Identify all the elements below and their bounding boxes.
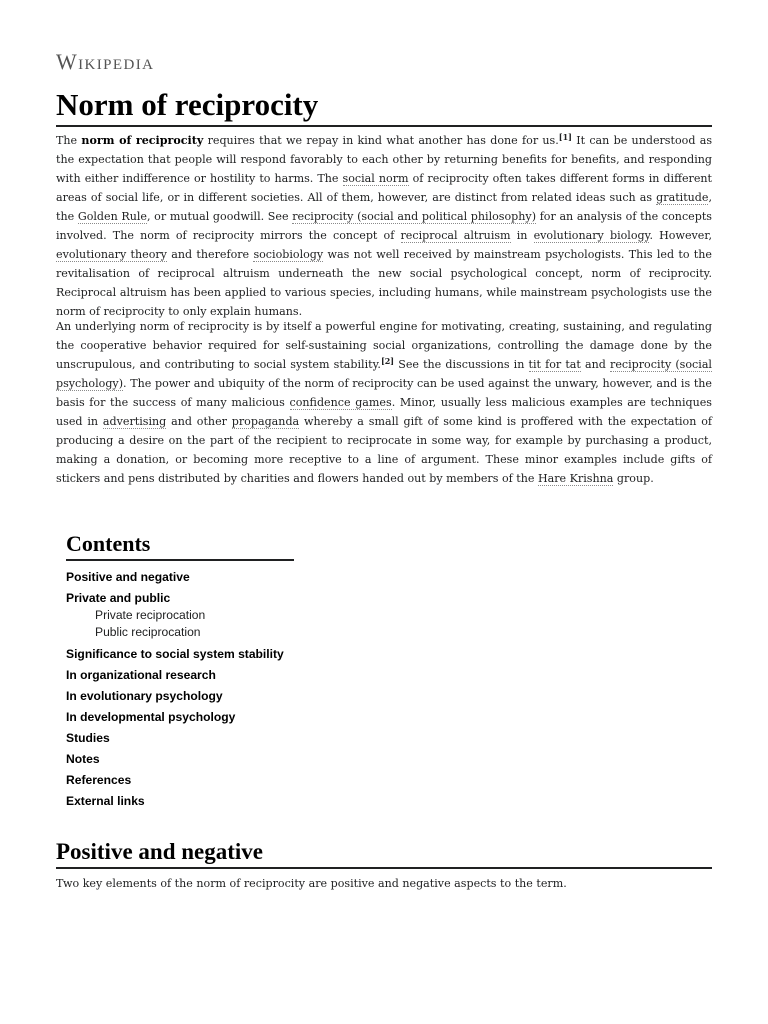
toc-item-external-links[interactable]: External links [66, 794, 145, 808]
link-confidence-games[interactable]: confidence games [289, 396, 392, 409]
text-run: of reciprocity often takes different forms in different areas of social life, or in different societies. All of them, however, are distinct from related ideas such as [56, 172, 712, 204]
link-gratitude[interactable]: gratitude [656, 191, 709, 204]
text-run: . However, [649, 229, 712, 242]
toc-subitem-public-reciprocation[interactable]: Public reciprocation [95, 625, 201, 639]
wikipedia-logo[interactable]: Wikipedia [56, 49, 155, 74]
toc-item-developmental-psychology[interactable]: In developmental psychology [66, 710, 236, 724]
section-heading-positive-and-negative: Positive and negative [56, 838, 712, 869]
text-run: and other [166, 415, 232, 428]
section-paragraph: Two key elements of the norm of reciprocity are positive and negative aspects to the term. [56, 877, 567, 890]
bold-term: norm of reciprocity [81, 134, 204, 147]
text-run: whereby a small gift of some kind is proffered with the expectation of producing a desire on the part of the recipient to reciprocate in some way, for example by purchasing a product, making a donation, or becoming more receptive to a line of argument. These minor examples include gifts of stickers and pens distributed by charities and flowers handed out by members of the [56, 415, 712, 485]
toc-item-studies[interactable]: Studies [66, 731, 110, 745]
toc-item-references[interactable]: References [66, 773, 132, 787]
link-sociobiology[interactable]: sociobiology [253, 248, 324, 261]
link-social-norm[interactable]: social norm [342, 172, 409, 185]
reference-2[interactable]: [2] [380, 356, 395, 366]
toc-item-positive-and-negative[interactable]: Positive and negative [66, 570, 190, 584]
link-propaganda[interactable]: propaganda [231, 415, 300, 428]
text-run: . Minor, usually less malicious examples are techniques used in [56, 396, 712, 428]
toc-subitem-private-reciprocation[interactable]: Private reciprocation [95, 608, 206, 622]
text-run: , the [56, 191, 712, 223]
text-run: and therefore [166, 248, 254, 261]
link-evolutionary-theory[interactable]: evolutionary theory [56, 248, 167, 261]
link-hare-krishna[interactable]: Hare Krishna [537, 472, 614, 485]
text-run: The [56, 134, 82, 147]
link-reciprocity-philosophy[interactable]: reciprocity (social and political philosophy) [292, 210, 537, 223]
toc-item-significance[interactable]: Significance to social system stability [66, 647, 284, 661]
text-run: . The power and ubiquity of the norm of reciprocity can be used against the unwary, however, and is the basis for the success of many malicious [56, 377, 712, 409]
intro-paragraph-2 [56, 317, 712, 488]
toc-title: Contents [66, 530, 294, 561]
toc-subgroup [66, 607, 294, 641]
toc-item-notes[interactable]: Notes [66, 752, 100, 766]
link-advertising[interactable]: advertising [102, 415, 167, 428]
text-run: for an analysis of the concepts involved. The norm of reciprocity mirrors the concept of [56, 210, 712, 242]
text-run: It can be understood as the expectation that people will respond favorably to each other by returning benefits for benefits, and responding with either indifference or hostility to harms. The [56, 134, 713, 185]
intro-paragraph-1 [56, 131, 712, 321]
link-reciprocity-psychology[interactable]: reciprocity (social psychology) [56, 358, 712, 390]
toc-item-evolutionary-psychology[interactable]: In evolutionary psychology [66, 689, 223, 703]
text-run: , or mutual goodwill. See [147, 210, 293, 223]
link-evolutionary-biology[interactable]: evolutionary biology [533, 229, 650, 242]
toc-item-organizational-research[interactable]: In organizational research [66, 668, 216, 682]
text-run: An underlying norm of reciprocity is by itself a powerful engine for motivating, creating, sustaining, and regulating the cooperative behavior required for self-sustaining social organizations, controlling the damage done by the unscrupulous, and contributing to social system stability. [56, 320, 712, 371]
toc-item-private-and-public[interactable]: Private and public [66, 591, 171, 605]
text-run: See the discussions in [394, 358, 529, 371]
link-golden-rule[interactable]: Golden Rule [77, 210, 147, 223]
text-run: and [580, 358, 611, 371]
page-title: Norm of reciprocity [56, 86, 712, 127]
link-reciprocal-altruism[interactable]: reciprocal altruism [400, 229, 511, 242]
table-of-contents [66, 530, 294, 812]
reference-1[interactable]: [1] [558, 132, 572, 142]
link-tit-for-tat[interactable]: tit for tat [528, 358, 581, 371]
text-run: requires that we repay in kind what another has done for us. [203, 134, 559, 147]
text-run: group. [613, 472, 654, 485]
text-run: was not well received by mainstream psychologists. This led to the revitalisation of reciprocal altruism underneath the new social psychological concept, norm of reciprocity. Reciprocal altruism has been applied to various species, including humans, while mainstream psychologists use the norm of reciprocity to only explain humans. [56, 248, 712, 318]
text-run: in [510, 229, 534, 242]
